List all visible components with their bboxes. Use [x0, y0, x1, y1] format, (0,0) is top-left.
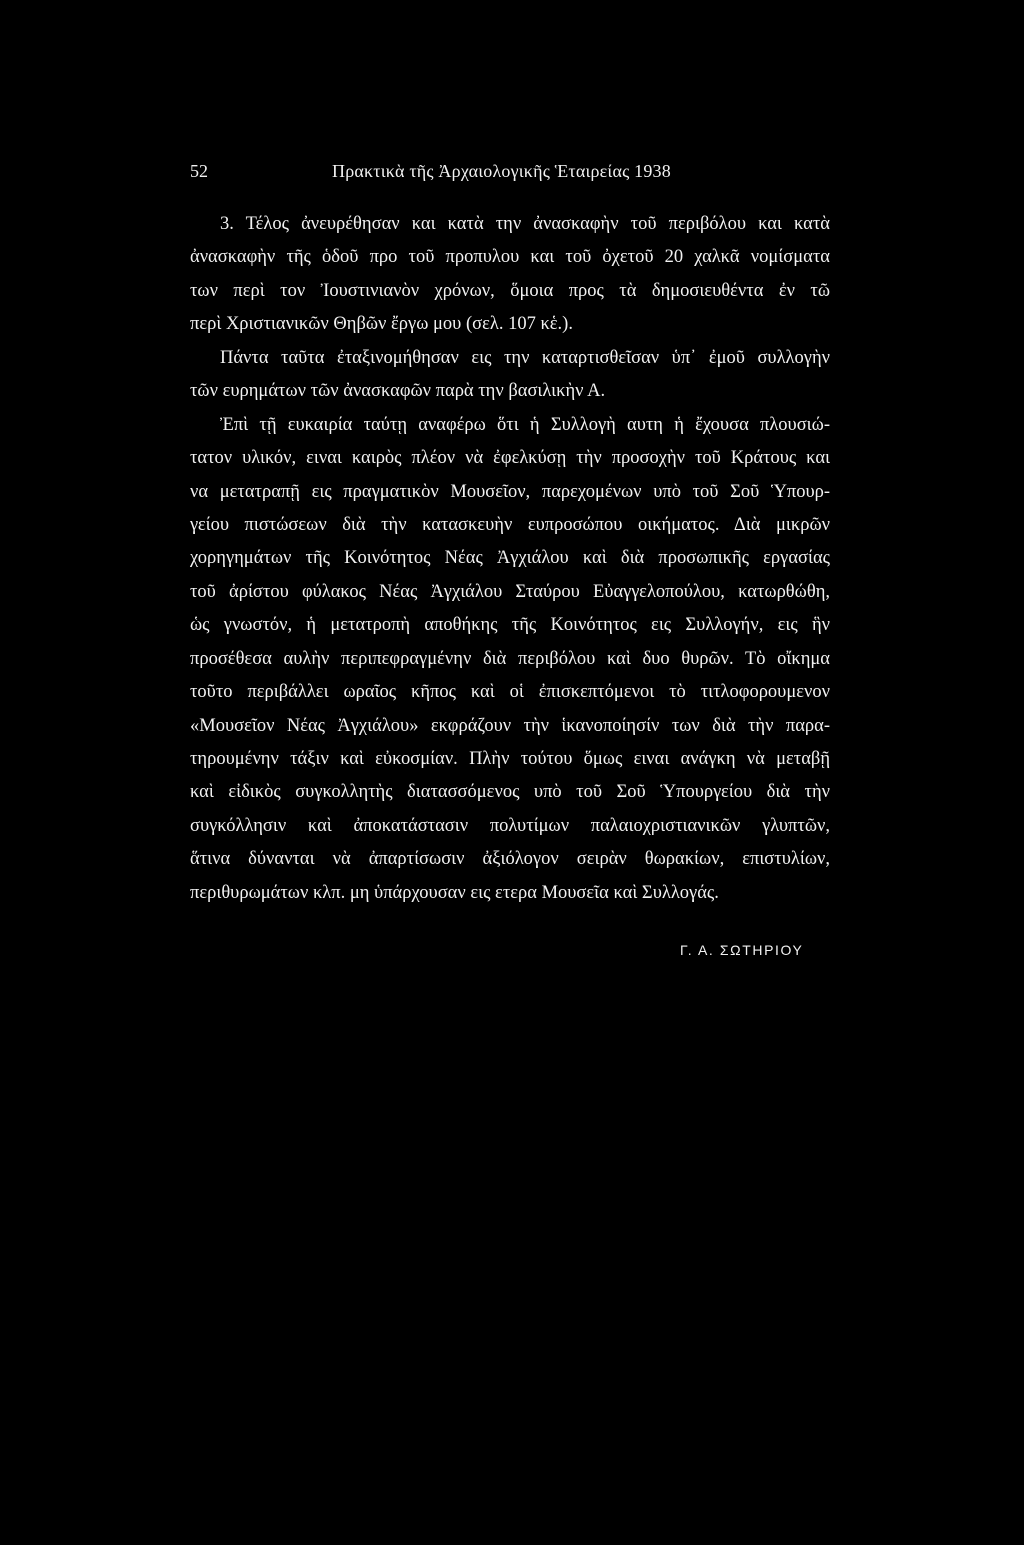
text-line: περιθυρωμάτων κλπ. μη ὑπάρχουσαν εις ετερα Μουσεῖα καὶ Συλλογάς.	[190, 882, 719, 903]
text-line: τηρουμένην τάξιν καὶ εὐκοσμίαν. Πλὴν τούτου ὅμως ειναι ανάγκη νὰ μεταβῇ	[190, 749, 830, 769]
text-line: περὶ Χριστιανικῶν Θηβῶν ἔργω μου (σελ. 107 κἑ.).	[190, 314, 573, 335]
text-line: ὡς γνωστόν, ἡ μετατροπὴ αποθήκης τῆς Κοινότητος εις Συλλογήν, εις ἣν	[190, 615, 830, 636]
text-line: καὶ εἰδικὸς συγκολλητὴς διατασσόμενος υπὸ τοῦ Σοῦ Ὑπουργείου διὰ τὴν	[190, 782, 830, 803]
page-header	[190, 156, 840, 186]
text-line: να μετατραπῇ εις πραγματικὸν Μουσεῖον, παρεχομένων υπὸ τοῦ Σοῦ Ὑπουρ-	[190, 481, 830, 502]
text-line: γείου πιστώσεων διὰ τὴν κατασκευὴν ευπροσώπου οικήματος. Διὰ μικρῶν	[190, 514, 830, 535]
text-line: προσέθεσα αυλὴν περιπεφραγμένην διὰ περιβόλου καὶ δυο θυρῶν. Τὸ οἴκημα	[190, 648, 830, 669]
text-line: τῶν ευρημάτων τῶν ἀνασκαφῶν παρὰ την βασιλικὴν Α.	[190, 381, 606, 402]
text-line: «Μουσεῖον Νέας Ἀγχιάλου» εκφράζουν τὴν ἱκανοποίησίν των διὰ τὴν παρα-	[190, 715, 830, 736]
running-title: Πρακτικὰ τῆς Ἀρχαιολογικῆς Ἑταιρείας 1938	[332, 161, 671, 181]
text-line: χορηγημάτων τῆς Κοινότητος Νέας Ἀγχιάλου καὶ διὰ προσωπικῆς εργασίας	[190, 548, 830, 569]
author-signature: Γ. Α. ΣΩΤΗΡΙΟΥ	[680, 942, 804, 958]
text-line: τατον υλικόν, ειναι καιρὸς πλέον νὰ ἐφελκύσῃ τὴν προσοχὴν τοῦ Κράτους και	[190, 448, 830, 469]
text-line: συγκόλλησιν καὶ ἀποκατάστασιν πολυτίμων παλαιοχριστιανικῶν γλυπτῶν,	[190, 815, 830, 836]
body-text	[190, 208, 830, 910]
text-line: ἀνασκαφὴν τῆς ὁδοῦ προ τοῦ προπυλου και τοῦ ὀχετοῦ 20 χαλκᾶ νομίσματα	[190, 247, 830, 268]
text-line: Ἐπὶ τῇ ευκαιρία ταύτῃ αναφέρω ὅτι ἡ Συλλογὴ αυτη ἡ ἔχουσα πλουσιώ-	[220, 414, 830, 435]
text-line: Πάντα ταῦτα ἐταξινομήθησαν εις την καταρτισθεῖσαν ὑπ᾽ ἐμοῦ συλλογὴν	[220, 347, 830, 368]
page-number: 52	[190, 161, 208, 181]
text-line: των περὶ τον Ἰουστινιανὸν χρόνων, ὅμοια προς τὰ δημοσιευθέντα ἐν τῶ	[190, 280, 830, 301]
text-line: τοῦτο περιβάλλει ωραῖος κῆπος καὶ οἱ ἐπισκεπτόμενοι τὸ τιτλοφορουμενον	[190, 682, 830, 703]
text-line: ἅτινα δύνανται νὰ ἀπαρτίσωσιν ἀξιόλογον σειρὰν θωρακίων, επιστυλίων,	[190, 849, 830, 870]
text-line: 3. Τέλος ἀνευρέθησαν και κατὰ την ἀνασκαφὴν τοῦ περιβόλου και κατὰ	[220, 214, 830, 234]
text-line: τοῦ ἀρίστου φύλακος Νέας Ἀγχιάλου Σταύρου Εὐαγγελοπούλου, κατωρθώθη,	[190, 581, 830, 602]
